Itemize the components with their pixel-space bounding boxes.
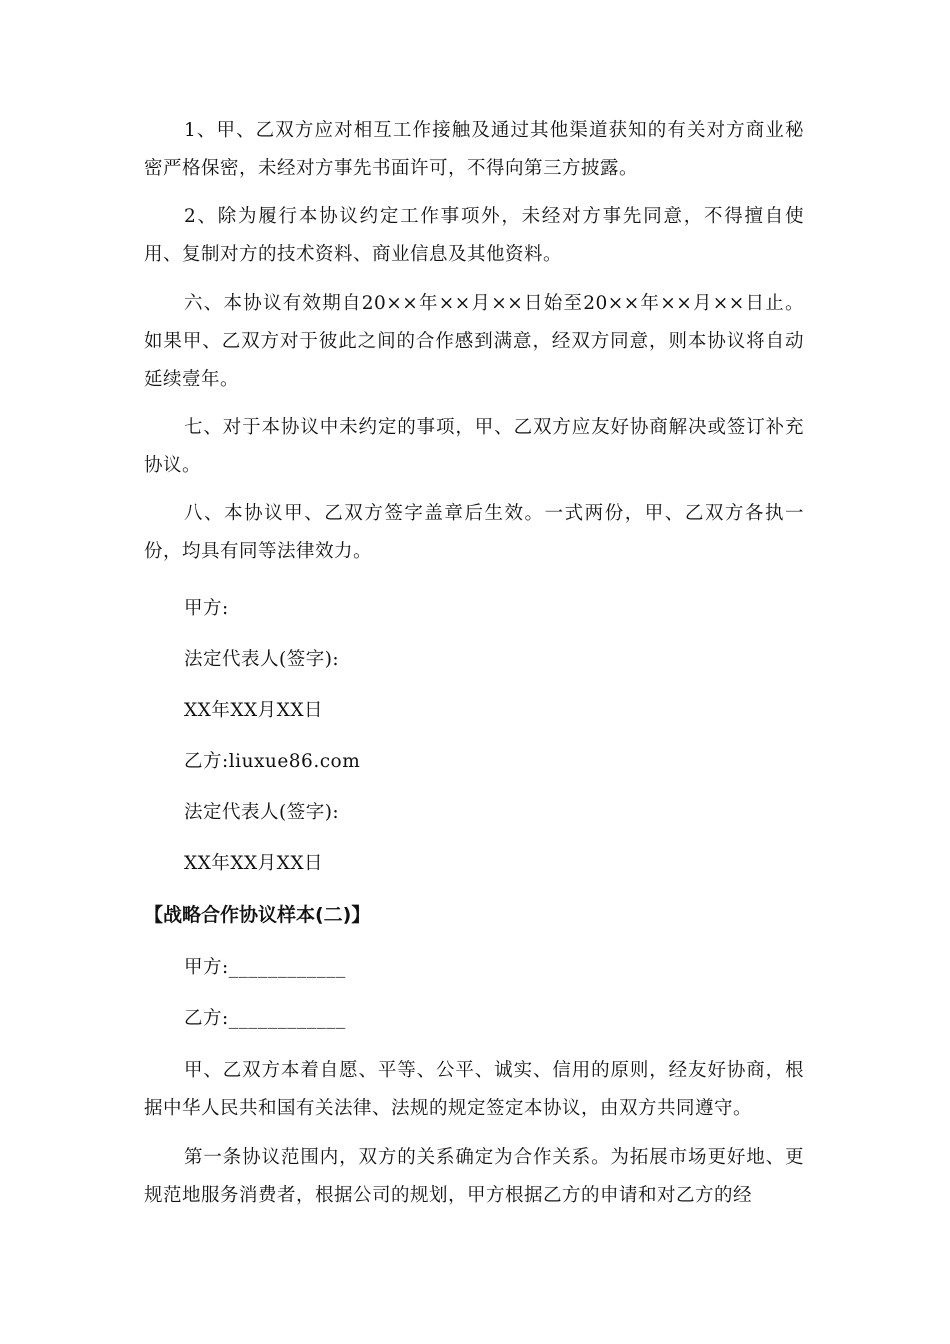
signature-rep-a: 法定代表人(签字): (184, 649, 340, 670)
sample2-article-1: 第一条协议范围内，双方的关系确定为合作关系。为拓展市场更好地、更规范地服务消费者，根据公司的规划，甲方根据乙方的申请和对乙方的经 (144, 1147, 804, 1206)
clause-usage-restriction: 2、除为履行本协议约定工作事项外，未经对方事先同意，不得擅自使用、复制对方的技术资料、商业信息及其他资料。 (144, 206, 804, 265)
signature-party-b: 乙方:liuxue86.com (184, 751, 361, 772)
section-heading: 【战略合作协议样本(二)】 (144, 904, 371, 926)
signature-party-a: 甲方: (184, 598, 229, 619)
clause-effectiveness: 八、本协议甲、乙双方签字盖章后生效。一式两份，甲、乙双方各执一份，均具有同等法律效力。 (144, 503, 804, 562)
sample2-intro: 甲、乙双方本着自愿、平等、公平、诚实、信用的原则，经友好协商，根据中华人民共和国有关法律、法规的规定签定本协议，由双方共同遵守。 (144, 1060, 804, 1119)
signature-date-a: XX年XX月XX日 (184, 700, 324, 721)
sample2-party-a: 甲方:____________ (184, 957, 346, 978)
clause-unspecified-matters: 七、对于本协议中未约定的事项，甲、乙双方应友好协商解决或签订补充协议。 (144, 417, 804, 476)
signature-date-b: XX年XX月XX日 (184, 853, 324, 874)
signature-rep-b: 法定代表人(签字): (184, 802, 340, 823)
sample2-party-b: 乙方:____________ (184, 1008, 346, 1029)
clause-validity-period: 六、本协议有效期自20××年××月××日始至20××年××月××日止。如果甲、乙双方对于彼此之间的合作感到满意，经双方同意，则本协议将自动延续壹年。 (144, 293, 804, 390)
clause-confidentiality: 1、甲、乙双方应对相互工作接触及通过其他渠道获知的有关对方商业秘密严格保密，未经对方事先书面许可，不得向第三方披露。 (144, 120, 804, 179)
